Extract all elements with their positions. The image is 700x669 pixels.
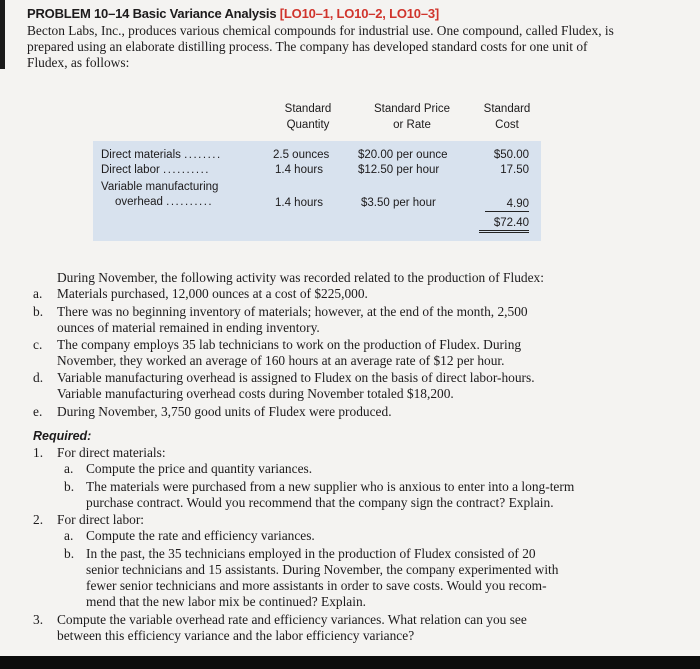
header-cost-line1: Standard [483, 103, 531, 115]
question-marker: 3. [33, 612, 44, 627]
cell-quantity: 1.4 hours [275, 197, 323, 209]
row-label-labor: Direct labor [101, 164, 160, 176]
problem-title [27, 6, 439, 21]
subquestion-text: In the past, the 35 technicians employed in the production of Fludex consisted of 20 [86, 546, 536, 561]
question-marker: 2. [33, 512, 44, 527]
subquestion-text: mend that the new labor mix be continued? Explain. [86, 594, 367, 609]
cell-cost: 17.50 [500, 164, 529, 176]
table-row-label: Variable manufacturing [101, 181, 219, 193]
activity-item-text: During November, 3,750 good units of Fludex were produced. [57, 404, 392, 419]
question-marker: 1. [33, 445, 44, 460]
table-row-label [101, 148, 222, 162]
header-quantity [273, 101, 343, 133]
subquestion-text: The materials were purchased from a new supplier who is anxious to enter into a long-term [86, 479, 575, 494]
subquestion-marker: a. [64, 528, 74, 543]
row-label-materials: Direct materials [101, 149, 181, 161]
item-marker: c. [33, 337, 43, 352]
required-heading: Required: [33, 429, 92, 443]
header-price [357, 101, 467, 133]
header-quantity-line1: Standard [284, 103, 332, 115]
subquestion-text: senior technicians and 15 assistants. During November, the company experimented with [86, 562, 559, 577]
header-cost-line2: Cost [495, 119, 519, 131]
question-text: between this efficiency variance and the labor efficiency variance? [57, 628, 415, 643]
subquestion-text: Compute the rate and efficiency variances. [86, 528, 315, 543]
item-marker: a. [33, 286, 43, 301]
header-cost [475, 101, 539, 133]
bottom-edge-bar [0, 656, 700, 669]
header-price-line2: or Rate [393, 119, 431, 131]
item-marker: e. [33, 404, 43, 419]
leader-dots: .......... [166, 196, 214, 208]
cell-cost: $50.00 [493, 149, 529, 161]
header-quantity-line2: Quantity [286, 119, 330, 131]
activity-item-text: Materials purchased, 12,000 ounces at a cost of $225,000. [57, 286, 368, 301]
cell-quantity: 2.5 ounces [273, 149, 330, 161]
subquestion-text: fewer senior technicians and more assistants in order to save costs. Would you recom- [86, 578, 547, 593]
problem-title-text: PROBLEM 10–14 Basic Variance Analysis [27, 6, 277, 21]
activity-item-text: November, they worked an average of 160 hours at an average rate of $12 per hour. [57, 353, 505, 368]
leader-dots: ........ [184, 149, 222, 161]
cell-quantity: 1.4 hours [275, 164, 323, 176]
learning-objectives: [LO10–1, LO10–2, LO10–3] [279, 6, 440, 21]
subquestion-marker: b. [64, 479, 75, 494]
subquestion-marker: a. [64, 461, 74, 476]
standard-cost-table [93, 98, 541, 241]
subquestion-marker: b. [64, 546, 75, 561]
question-text: Compute the variable overhead rate and efficiency variances. What relation can you see [57, 612, 527, 627]
activity-item-text: ounces of material remained in ending inventory. [57, 320, 320, 335]
activity-lead: During November, the following activity was recorded related to the production of Fludex: [57, 270, 544, 285]
activity-item-text: Variable manufacturing overhead costs during November totaled $18,200. [57, 386, 454, 401]
item-marker: d. [33, 370, 44, 385]
header-price-line1: Standard Price [373, 103, 451, 115]
subquestion-text: purchase contract. Would you recommend that the company sign the contract? Explain. [86, 495, 554, 510]
cell-price: $12.50 per hour [358, 164, 440, 176]
item-marker: b. [33, 304, 44, 319]
problem-intro: Becton Labs, Inc., produces various chemical compounds for industrial use. One compound, called Fludex, is prepared using an elaborate distilling process. The company has developed standard costs for one unit of Fludex, as follows: [27, 23, 614, 70]
question-text: For direct labor: [57, 512, 145, 527]
table-row-label [115, 195, 213, 209]
row-label-overhead: overhead [115, 196, 163, 208]
activity-item-text: There was no beginning inventory of materials; however, at the end of the month, 2,500 [57, 304, 528, 319]
total-cost: $72.40 [479, 216, 529, 233]
cell-price: $3.50 per hour [361, 197, 436, 209]
cell-price: $20.00 per ounce [358, 149, 448, 161]
leader-dots: .......... [163, 164, 210, 176]
table-row-label [101, 163, 210, 177]
activity-item-text: The company employs 35 lab technicians to work on the production of Fludex. During [57, 337, 522, 352]
subquestion-text: Compute the price and quantity variances. [86, 461, 313, 476]
activity-item-text: Variable manufacturing overhead is assigned to Fludex on the basis of direct labor-hours. [57, 370, 535, 385]
left-edge-bar [0, 0, 5, 69]
question-text: For direct materials: [57, 445, 166, 460]
cell-cost: 4.90 [485, 197, 529, 212]
